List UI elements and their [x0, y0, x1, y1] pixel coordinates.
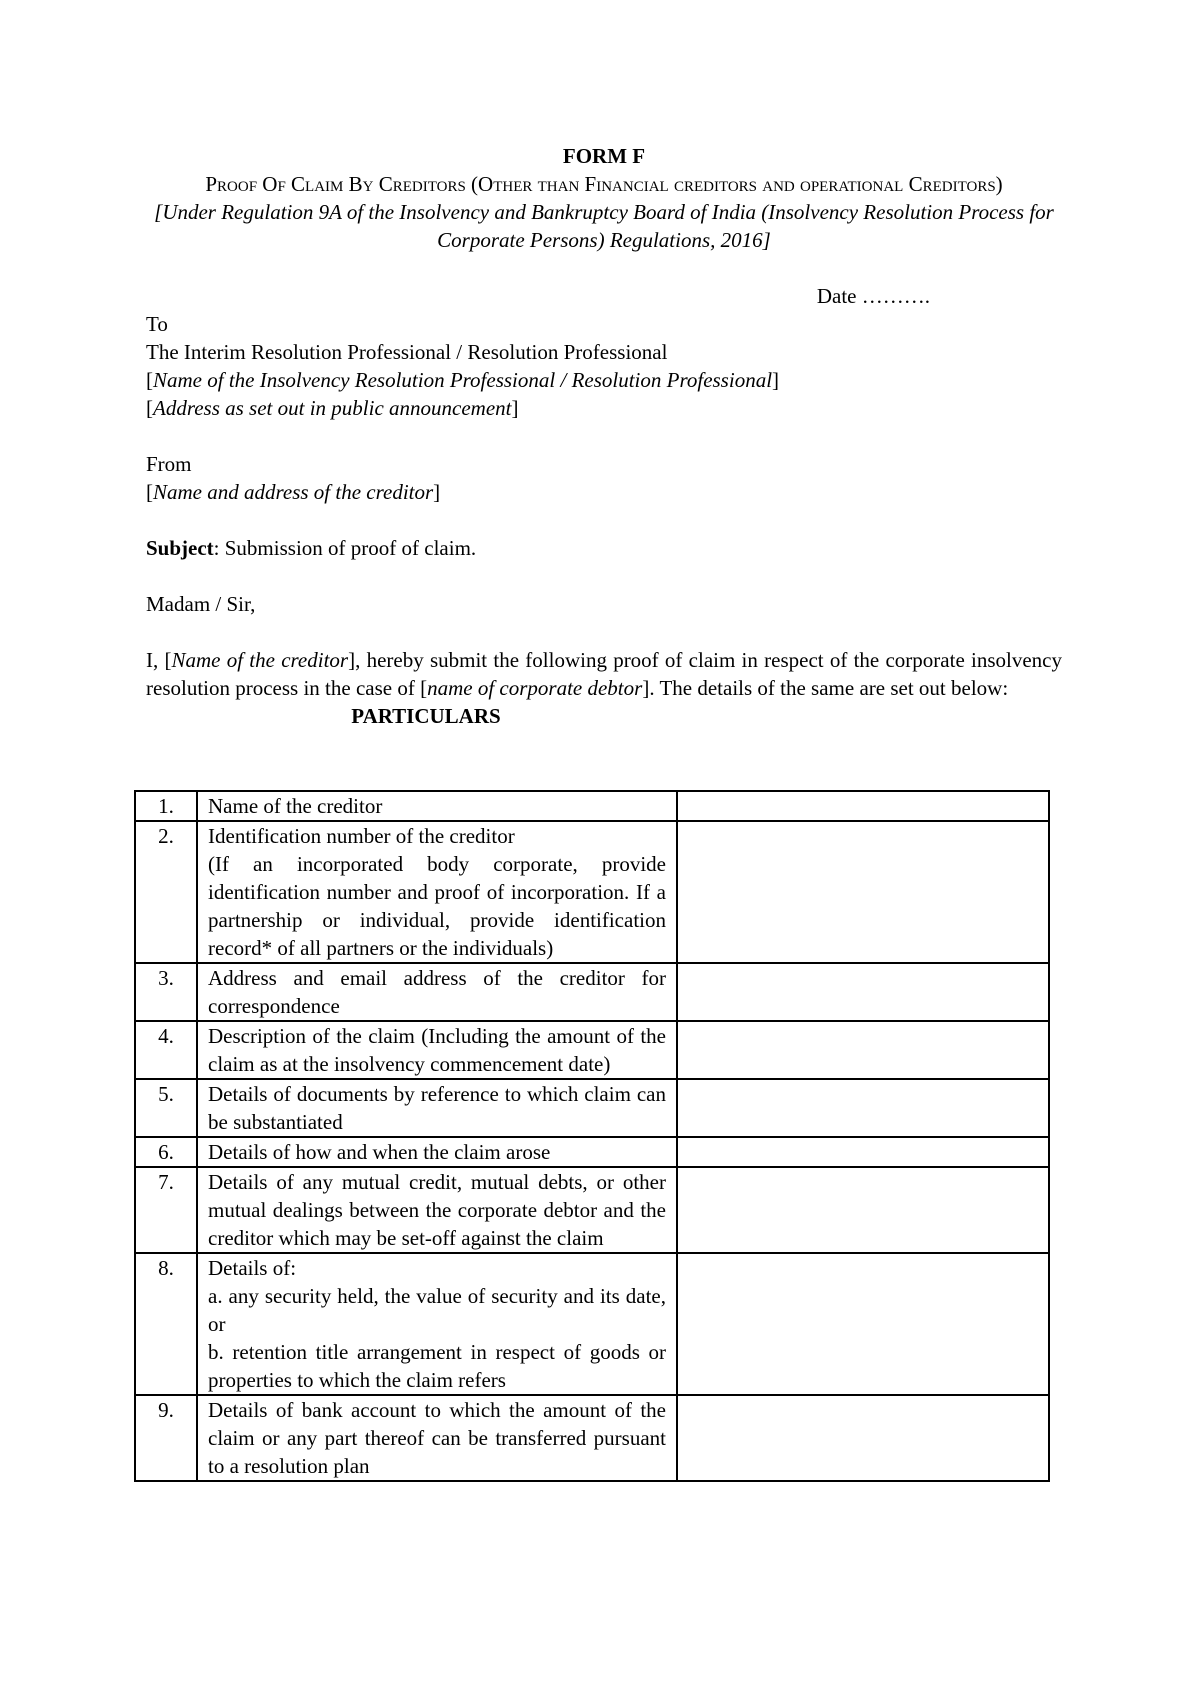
row-value-cell[interactable] — [677, 1253, 1049, 1395]
document-page — [146, 142, 1062, 730]
row-description-line: Name of the creditor — [208, 794, 383, 818]
to-recipient: The Interim Resolution Professional / Resolution Professional — [146, 340, 668, 364]
spacer — [146, 422, 1062, 450]
body-text-2: ], hereby submit the following proof of claim in respect of the corporate insolvency resolution process in the case of [ — [146, 648, 1062, 700]
body-text-1: I, [ — [146, 648, 172, 672]
body-creditor-name: Name of the creditor — [171, 648, 349, 672]
row-description-line: Description of the claim (Including the amount of the claim as at the insolvency commencement date) — [208, 1024, 666, 1076]
row-description — [197, 1137, 677, 1167]
row-number: 9. — [135, 1395, 197, 1481]
subject-line — [146, 534, 1062, 562]
row-number: 5. — [135, 1079, 197, 1137]
row-value-cell[interactable] — [677, 963, 1049, 1021]
from-creditor: [Name and address of the creditor] — [146, 480, 441, 504]
row-value-cell[interactable] — [677, 1079, 1049, 1137]
row-description — [197, 963, 677, 1021]
row-value-cell[interactable] — [677, 821, 1049, 963]
form-title: FORM F — [562, 144, 646, 168]
to-label: To — [146, 312, 168, 336]
row-description-line: Details of bank account to which the amount of the claim or any part thereof can be transferred pursuant to a resolution plan — [208, 1398, 666, 1478]
body-text-3: ]. The details of the same are set out below: — [642, 676, 1009, 700]
to-recipient-name: [Name of the Insolvency Resolution Professional / Resolution Professional] — [146, 368, 780, 392]
row-description — [197, 1395, 677, 1481]
spacer — [146, 506, 1062, 534]
row-description-line: (If an incorporated body corporate, provide identification number and proof of incorporation. If a partnership or individual, provide identification record* of all partners or the individuals) — [208, 852, 666, 960]
date-line: Date ………. — [816, 284, 930, 308]
row-description-line: Details of how and when the claim arose — [208, 1140, 551, 1164]
from-creditor-text: Name and address of the creditor — [153, 480, 434, 504]
row-description — [197, 791, 677, 821]
table-row — [135, 821, 1049, 963]
from-label: From — [146, 452, 192, 476]
row-description-line: Details of any mutual credit, mutual debts, or other mutual dealings between the corporate debtor and the creditor which may be set-off against the claim — [208, 1170, 666, 1250]
row-number: 2. — [135, 821, 197, 963]
body-paragraph — [146, 646, 1062, 702]
particulars-table — [134, 790, 1050, 1482]
row-description-line: b. retention title arrangement in respect of goods or properties to which the claim refers — [208, 1340, 666, 1392]
row-description-line: Details of documents by reference to which claim can be substantiated — [208, 1082, 666, 1134]
table-row — [135, 1395, 1049, 1481]
table-row — [135, 963, 1049, 1021]
row-description-line: Details of: — [208, 1256, 297, 1280]
row-value-cell[interactable] — [677, 791, 1049, 821]
spacer — [146, 562, 1062, 590]
row-description — [197, 1079, 677, 1137]
table-row — [135, 1167, 1049, 1253]
row-value-cell[interactable] — [677, 1167, 1049, 1253]
row-value-cell[interactable] — [677, 1021, 1049, 1079]
particulars-heading: PARTICULARS — [351, 704, 501, 728]
table-row — [135, 1079, 1049, 1137]
row-description-line: a. any security held, the value of security and its date, or — [208, 1284, 666, 1336]
to-recipient-name-text: Name of the Insolvency Resolution Professional / Resolution Professional — [153, 368, 773, 392]
table-row — [135, 1021, 1049, 1079]
subject-text: : Submission of proof of claim. — [213, 536, 477, 560]
row-number: 6. — [135, 1137, 197, 1167]
row-number: 3. — [135, 963, 197, 1021]
row-number: 4. — [135, 1021, 197, 1079]
to-recipient-address: [Address as set out in public announcement] — [146, 396, 519, 420]
table-row — [135, 1137, 1049, 1167]
row-number: 8. — [135, 1253, 197, 1395]
row-description — [197, 821, 677, 963]
row-value-cell[interactable] — [677, 1137, 1049, 1167]
row-number: 1. — [135, 791, 197, 821]
row-description-line: Address and email address of the creditor for correspondence — [208, 966, 666, 1018]
row-number: 7. — [135, 1167, 197, 1253]
subject-label: Subject — [146, 536, 214, 560]
body-debtor-name: name of corporate debtor — [427, 676, 643, 700]
to-recipient-address-text: Address as set out in public announcement — [153, 396, 512, 420]
row-description — [197, 1167, 677, 1253]
row-description-line: Identification number of the creditor — [208, 824, 515, 848]
row-description — [197, 1253, 677, 1395]
form-subtitle: Proof Of Claim By Creditors (Other than Financial creditors and operational Creditors) — [205, 172, 1003, 196]
table-row — [135, 791, 1049, 821]
row-description — [197, 1021, 677, 1079]
row-value-cell[interactable] — [677, 1395, 1049, 1481]
salutation: Madam / Sir, — [146, 592, 256, 616]
spacer — [146, 618, 1062, 646]
table-row — [135, 1253, 1049, 1395]
regulation-reference: [Under Regulation 9A of the Insolvency and Bankruptcy Board of India (Insolvency Resolution Process for Corporate Persons) Regulations, 2016] — [154, 200, 1054, 252]
